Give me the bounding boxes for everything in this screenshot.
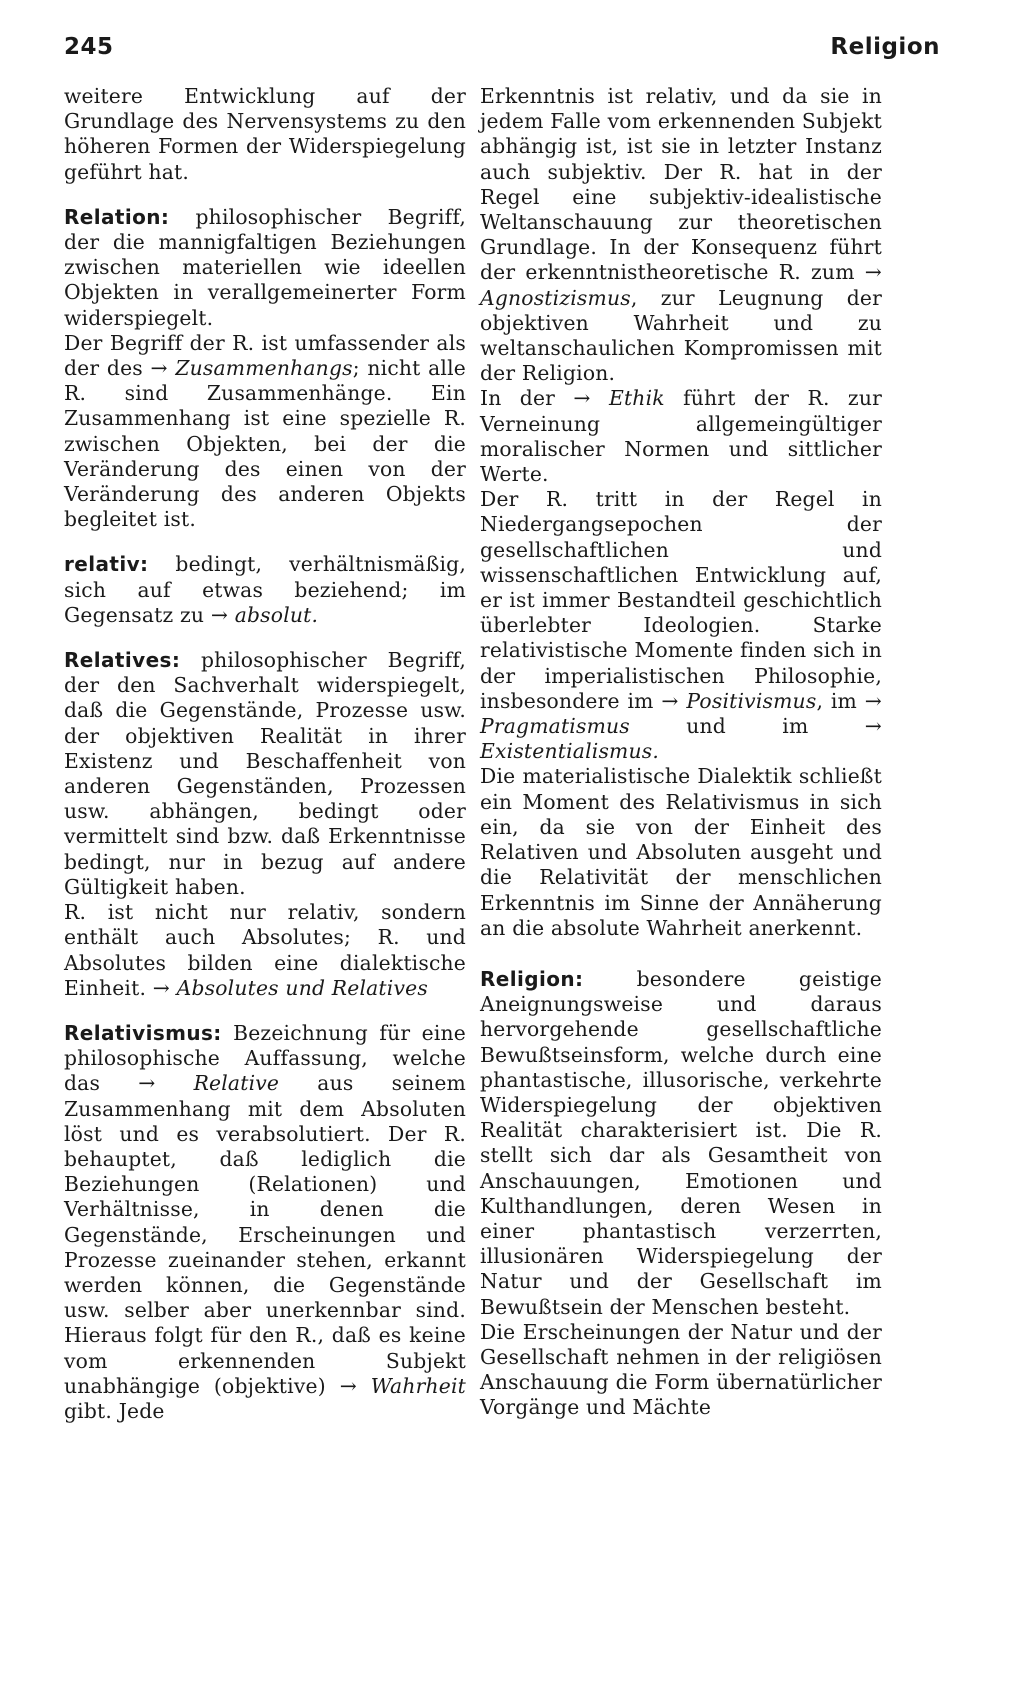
cross-reference-link[interactable]: Ethik [608,386,665,411]
headword-relation: Relation: [64,204,170,229]
continued-paragraph: weitere Entwicklung auf der Grundlage des Nervensystems zu den höheren Formen der Widerspiegelung geführt hat. [64,84,466,184]
cross-reference-link[interactable]: absolut. [234,602,319,627]
cross-reference-link[interactable]: Absolutes und Relatives [176,975,428,1000]
relativismus-continued-4: Die materialistische Dialektik schließt ein Moment des Relativismus in sich ein, da sie von der Einheit des Relativen und Absoluten ausgeht und die Relativität der menschlichen Erkenntnis im Sinne der Annäherung an die absolute Wahrheit anerkennt. [480,764,882,940]
relativismus-continued-3: Der R. tritt in der Regel in Niedergangsepochen der gesellschaftlichen und wissenschaftlichen Entwicklung auf, er ist immer Bestandteil geschichtlich überlebter Ideologien. Starke relativistische Momente finden sich in der imperialistischen Philosophie, insbesondere im → Positivismus, im → Pragmatismus und im → Existentialismus. [480,487,882,764]
entry-relatives-paragraph-2: R. ist nicht nur relativ, sondern enthält auch Absolutes; R. und Absolutes bilden eine dialektische Einheit. → Absolutes und Relatives [64,900,466,1000]
arrow-icon: → [152,975,170,1000]
headword-relativ: relativ: [64,552,149,577]
entry-religion [480,967,882,1421]
right-column [480,84,882,1421]
arrow-icon: → [339,1373,357,1398]
arrow-icon: → [864,688,882,713]
entry-relatives [64,648,466,1001]
cross-reference-link[interactable]: Agnostizismus [480,285,631,310]
arrow-icon: → [138,1071,156,1096]
left-column [64,84,466,1424]
arrow-icon: → [210,602,229,627]
headword-religion: Religion: [480,966,584,991]
headword-relatives: Relatives: [64,648,181,673]
cross-reference-link[interactable]: Wahrheit [370,1373,466,1398]
cross-reference-link[interactable]: Zusammenhangs [175,356,353,381]
entry-religion-definition: Religion: besondere geistige Aneignungsweise und daraus hervorgehende gesellschaftliche Bewußtseinsform, welche durch eine phantastische, illusorische, verkehrte Widerspiegelung der objektiven Realität charakterisiert ist. Die R. stellt sich dar als Gesamtheit von Anschauungen, Emotionen und Kulthandlungen, deren Wesen in einer phantastisch verzerrten, illusionären Widerspiegelung der Natur und der Gesellschaft im Bewußtsein der Menschen besteht. [480,966,882,1319]
page-header [64,34,940,66]
entry-relation-paragraph-2: Der Begriff der R. ist umfassender als der des → Zusammenhangs; nicht alle R. sind Zusammenhänge. Ein Zusammenhang ist eine spezielle R. zwischen Objekten, bei der die Veränderung des einen von der Veränderung des anderen Objekts begleitet ist. [64,330,466,532]
running-head: Religion [830,34,940,60]
arrow-icon: → [661,688,679,713]
arrow-icon: → [864,714,882,739]
page-number: 245 [64,34,114,60]
entry-relativismus-definition: Relativismus: Bezeichnung für eine philosophische Auffassung, welche das → Relative aus seinem Zusammenhang mit dem Absoluten löst und es verabsolutiert. Der R. behauptet, daß lediglich die Beziehungen (Relationen) und Verhältnisse, in denen die Gegenstände, Erscheinungen und Prozesse zueinander stehen, erkannt werden können, die Gegenstände usw. selber aber unerkennbar sind. Hieraus folgt für den R., daß es keine vom erkennenden Subjekt unabhängige (objektive) → Wahrheit gibt. Jede [64,1020,466,1423]
cross-reference-link[interactable]: Pragmatismus [480,714,630,739]
cross-reference-link[interactable]: Existentialismus. [480,739,660,764]
headword-relativismus: Relativismus: [64,1020,222,1045]
entry-relativ-definition: relativ: bedingt, verhältnismäßig, sich auf etwas beziehend; im Gegensatz zu → absolut. [64,552,466,627]
entry-relativ [64,552,466,628]
arrow-icon: → [150,356,168,381]
entry-relation [64,205,466,533]
relativismus-continued-2: In der → Ethik führt der R. zur Verneinung allgemeingültiger moralischer Normen und sittlicher Werte. [480,386,882,487]
cross-reference-link[interactable]: Relative [193,1071,280,1096]
arrow-icon: → [864,260,882,285]
arrow-icon: → [573,386,591,411]
entry-relation-definition: Relation: philosophischer Begriff, der die mannigfaltigen Beziehungen zwischen materiellen wie ideellen Objekten in verallgemeinerter Form widerspiegelt. [64,204,466,330]
entry-relatives-definition: Relatives: philosophischer Begriff, der den Sachverhalt widerspiegelt, daß die Gegenstände, Prozesse usw. der objektiven Realität in ihrer Existenz und Beschaffenheit von anderen Gegenständen, Prozessen usw. abhängen, bedingt oder vermittelt sind bzw. daß Erkenntnisse bedingt, nur in bezug auf andere Gültigkeit haben. [64,648,466,899]
relativismus-continued-1: Erkenntnis ist relativ, und da sie in jedem Falle vom erkennenden Subjekt abhängig ist, ist sie in letzter Instanz auch subjektiv. Der R. hat in der Regel eine subjektiv-idealistische Weltanschauung zur theoretischen Grundlage. In der Konsequenz führt der erkenntnistheoretische R. zum → Agnostizismus, zur Leugnung der objektiven Wahrheit und zu weltanschaulichen Kompromissen mit der Religion. [480,84,882,386]
cross-reference-link[interactable]: Positivismus [686,688,817,713]
entry-relativismus [64,1021,466,1424]
entry-religion-paragraph-2: Die Erscheinungen der Natur und der Gesellschaft nehmen in der religiösen Anschauung die Form übernatürlicher Vorgänge und Mächte [480,1319,882,1420]
